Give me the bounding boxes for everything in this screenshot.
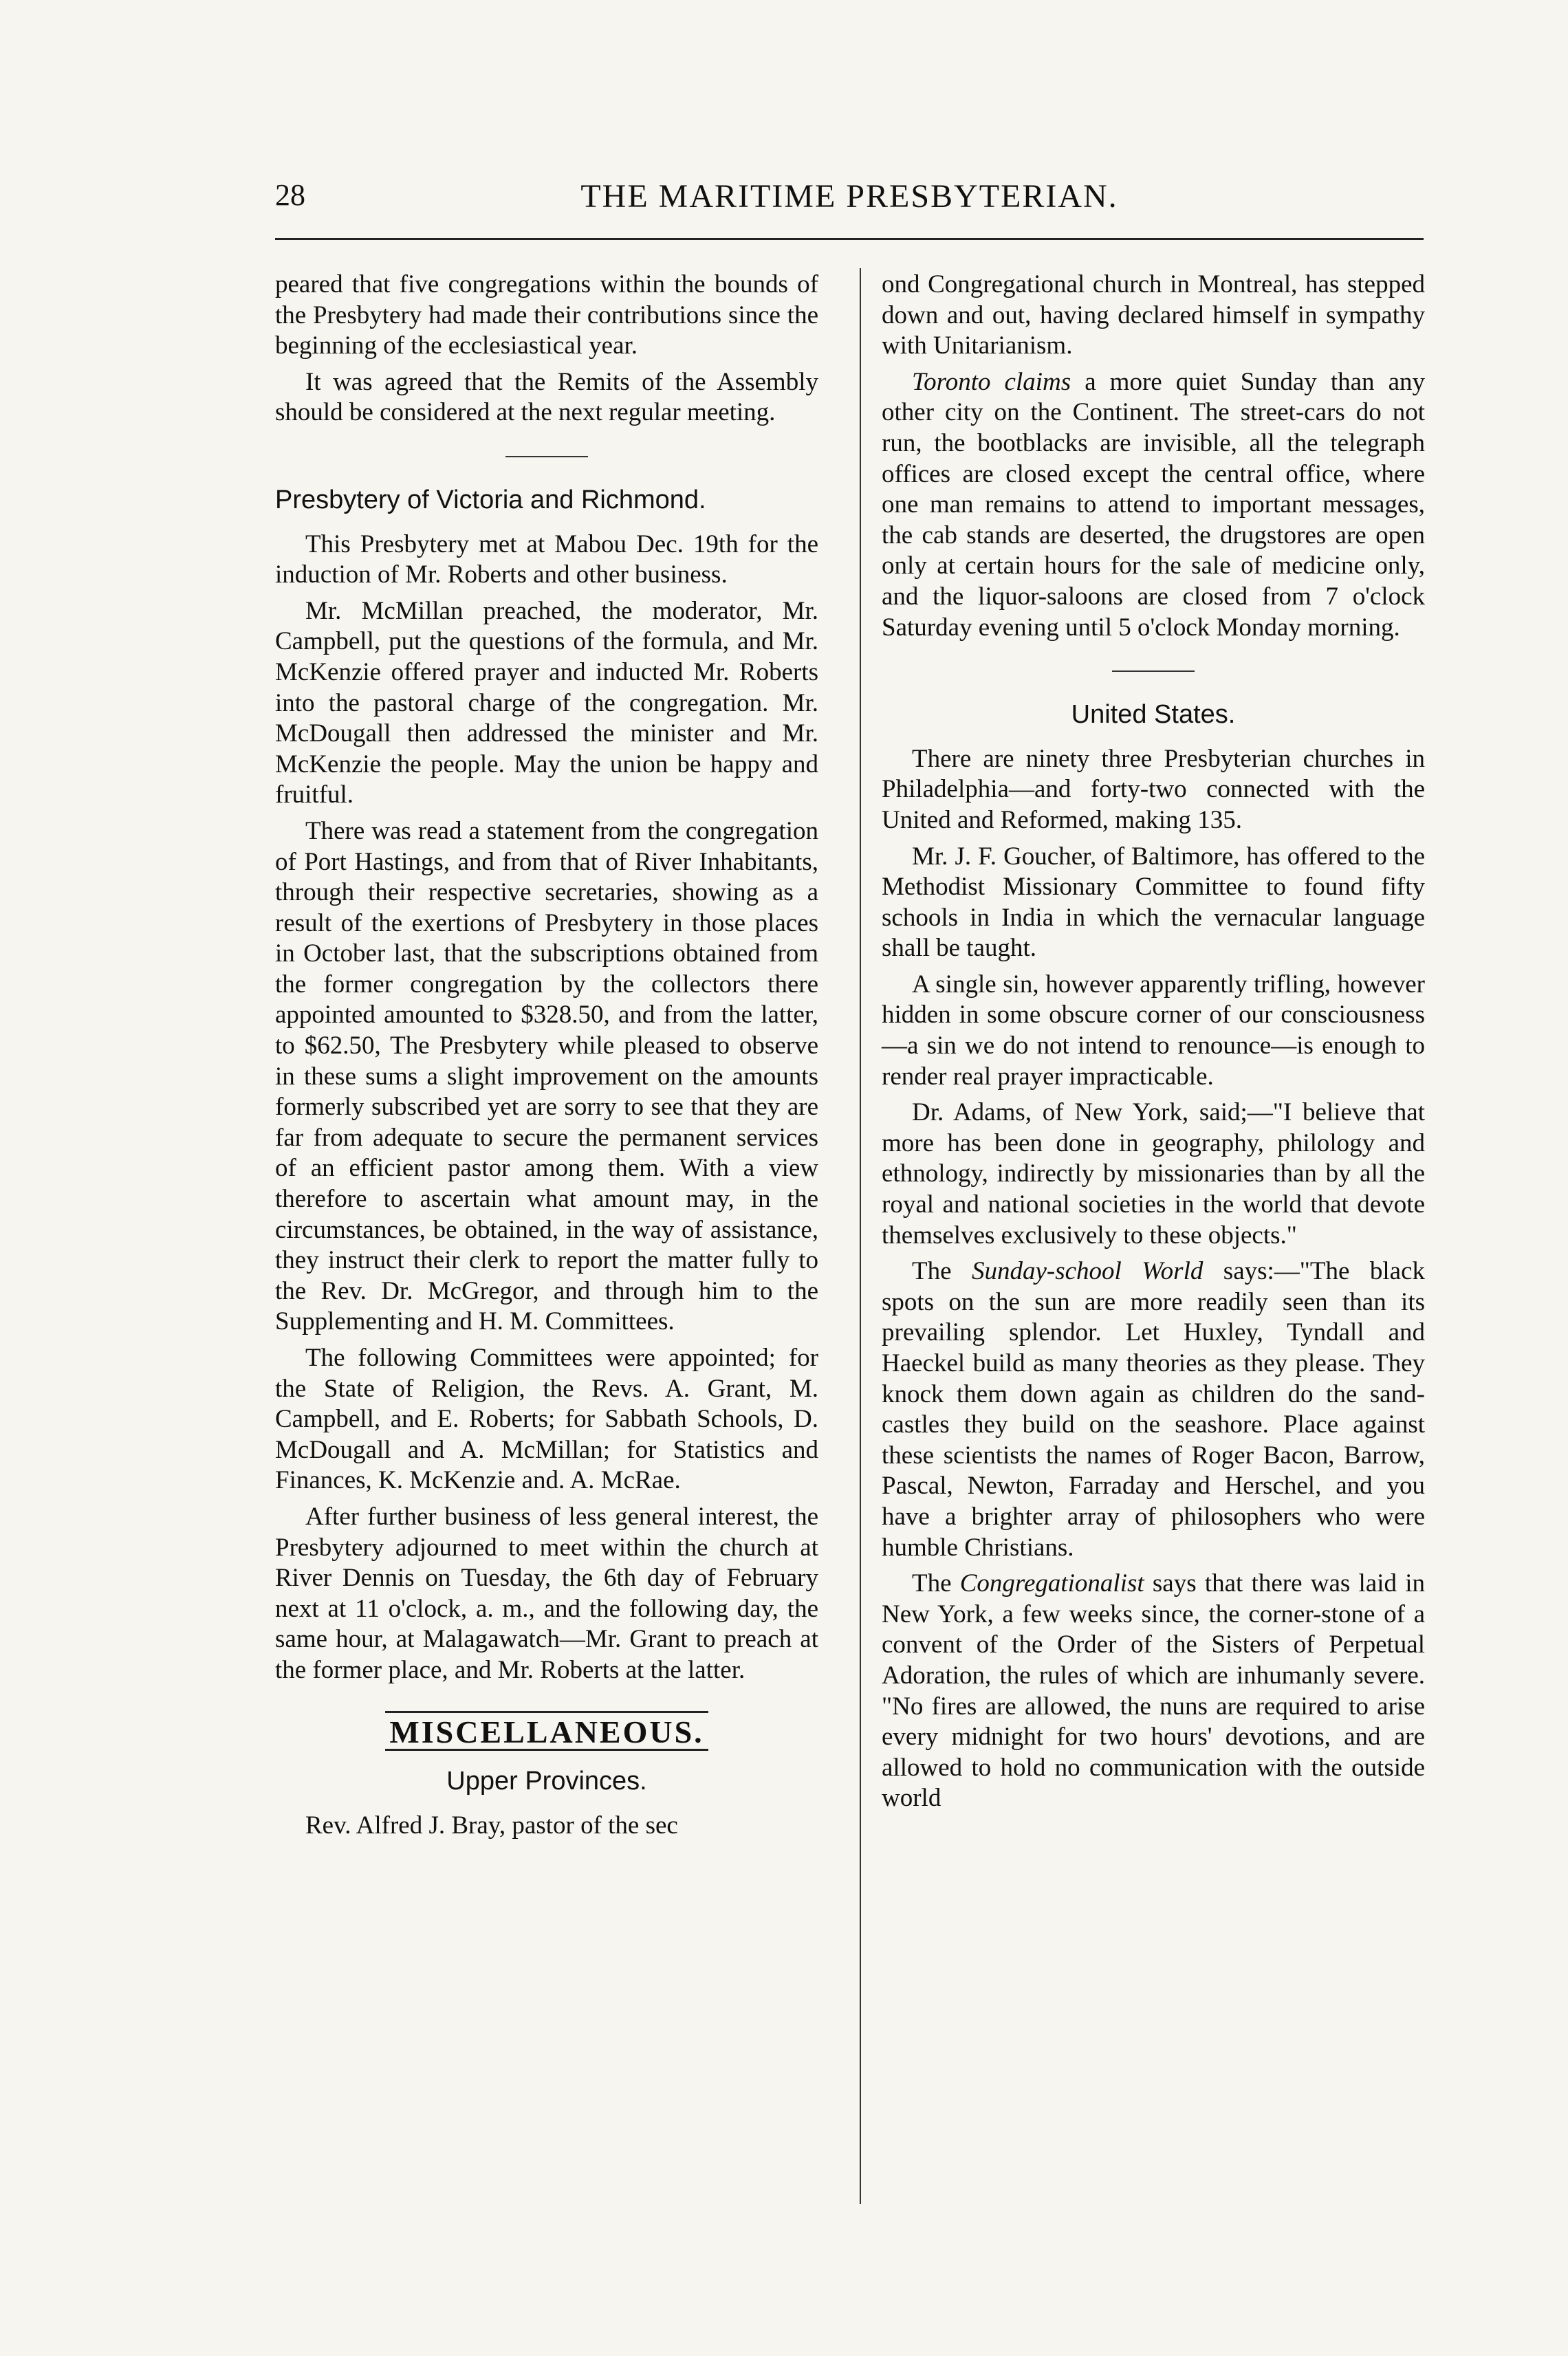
section-heading-victoria-richmond: Presbytery of Victoria and Richmond.: [275, 485, 706, 514]
paragraph: The following Committees were appointed; for the State of Religion, the Revs. A. Grant, M. Campbell, and E. Roberts; for Sabbath Schools, D. McDougall and A. McMillan; for Statistics and Finances, K. McKenzie and. A. McRae.: [275, 1344, 818, 1495]
right-column: [882, 270, 1425, 1820]
header-rule: [275, 238, 1424, 240]
paragraph: Dr. Adams, of New York, said;—"I believe that more has been done in geography, philology and ethnology, indirectly by missionaries than by all the royal and national societies in the world that devote themselves exclusively to these objects.": [882, 1098, 1425, 1250]
paragraph: After further business of less general interest, the Presbytery adjourned to meet within the church at River Dennis on Tuesday, the 6th day of February next at 11 o'clock, a. m., and the following day, the same hour, at Malagawatch—Mr. Grant to preach at the former place, and Mr. Roberts at the latter.: [275, 1502, 818, 1684]
paragraph: [882, 1256, 1425, 1563]
paragraph: A single sin, however apparently trifling, however hidden in some obscure corner of our consciousness—a sin we do not intend to renounce—is enough to render real prayer impracticable.: [882, 970, 1425, 1091]
paragraph-text: The: [912, 1569, 960, 1598]
paragraph: This Presbytery met at Mabou Dec. 19th for the induction of Mr. Roberts and other business.: [275, 530, 818, 589]
section-heading-upper-provinces: Upper Provinces.: [446, 1767, 647, 1796]
paragraph-text: says that there was laid in New York, a few weeks since, the corner-stone of a convent of the Order of the Sisters of Perpetual Adoration, the rules of which are inhumanly severe. "No fires are allowed, the nuns are required to arise every midnight for two hours' devotions, and are allowed to hold no communication with the outside world: [882, 1569, 1425, 1813]
italic-title: Congregationalist: [959, 1569, 1144, 1598]
paragraph: Rev. Alfred J. Bray, pastor of the sec: [305, 1811, 678, 1840]
page-number: 28: [275, 178, 305, 212]
paragraph: Mr. J. F. Goucher, of Baltimore, has offered to the Methodist Missionary Committee to found fifty schools in India in which the vernacular language shall be taught.: [882, 842, 1425, 963]
paragraph: It was agreed that the Remits of the Assembly should be considered at the next regular meeting.: [275, 367, 818, 427]
paragraph: There are ninety three Presbyterian churches in Philadelphia—and forty-two connected with the United and Reformed, making 135.: [882, 744, 1425, 834]
left-column: [275, 270, 818, 1846]
paragraph-text: a more quiet Sunday than any other city on the Continent. The street-cars do not run, the bootblacks are invisible, all the telegraph offices are closed except the central office, where one man remains to attend to important messages, the cab stands are deserted, the drugstores are open only at certain hours for the sale of medicine only, and the liquor-saloons are closed from 7 o'clock Saturday evening until 5 o'clock Monday morning.: [882, 367, 1425, 642]
paragraph: [882, 367, 1425, 643]
paragraph: There was read a statement from the congregation of Port Hastings, and from that of River Inhabitants, through their respective secretaries, showing as a result of the exertions of Presbytery in those places in October last, that the subscriptions obtained from the former congregation by the collectors there appointed amounted to $328.50, and from the latter, to $62.50, The Presbytery while pleased to observe in these sums a slight improvement on the amounts formerly subscribed yet are sorry to see that they are far from adequate to secure the permanent services of an efficient pastor among them. With a view therefore to ascertain what amount may, in the circumstances, be obtained, in the way of assistance, they instruct their clerk to report the matter fully to the Rev. Dr. McGregor, and through him to the Supplementing and H. M. Committees.: [275, 816, 818, 1336]
paragraph: ond Congregational church in Montreal, has stepped down and out, having declared himself in sympathy with Unitarianism.: [882, 270, 1425, 360]
section-heading-united-states: United States.: [1071, 700, 1236, 730]
running-title: THE MARITIME PRESBYTERIAN.: [580, 178, 1118, 215]
page-header: [275, 177, 1424, 219]
column-divider: [860, 268, 861, 2204]
section-heading-miscellaneous: MISCELLANEOUS.: [385, 1711, 708, 1752]
paragraph-text: The: [912, 1257, 972, 1286]
italic-phrase: Toronto claims: [912, 367, 1071, 396]
section-divider: [1112, 670, 1195, 672]
paragraph: Mr. McMillan preached, the moderator, Mr. Campbell, put the questions of the formula, and Mr. McKenzie offered prayer and inducted Mr. Roberts into the pastoral charge of the congregation. Mr. McDougall then addressed the minister and Mr. McKenzie the people. May the union be happy and fruitful.: [275, 596, 818, 809]
paragraph-text: says:—"The black spots on the sun are more readily seen than its prevailing splendor. Let Huxley, Tyndall and Haeckel build as many theories as they please. They knock them down again as children do the sand-castles they build on the seashore. Place against these scientists the names of Roger Bacon, Barrow, Pascal, Newton, Farraday and Herschel, and you have a brighter array of philosophers who were humble Christians.: [882, 1257, 1425, 1562]
paragraph: peared that five congregations within the bounds of the Presbytery had made their contributions since the beginning of the ecclesiastical year.: [275, 270, 818, 360]
section-divider: [505, 456, 588, 457]
paragraph: [882, 1569, 1425, 1814]
italic-title: Sunday-school World: [971, 1257, 1204, 1286]
